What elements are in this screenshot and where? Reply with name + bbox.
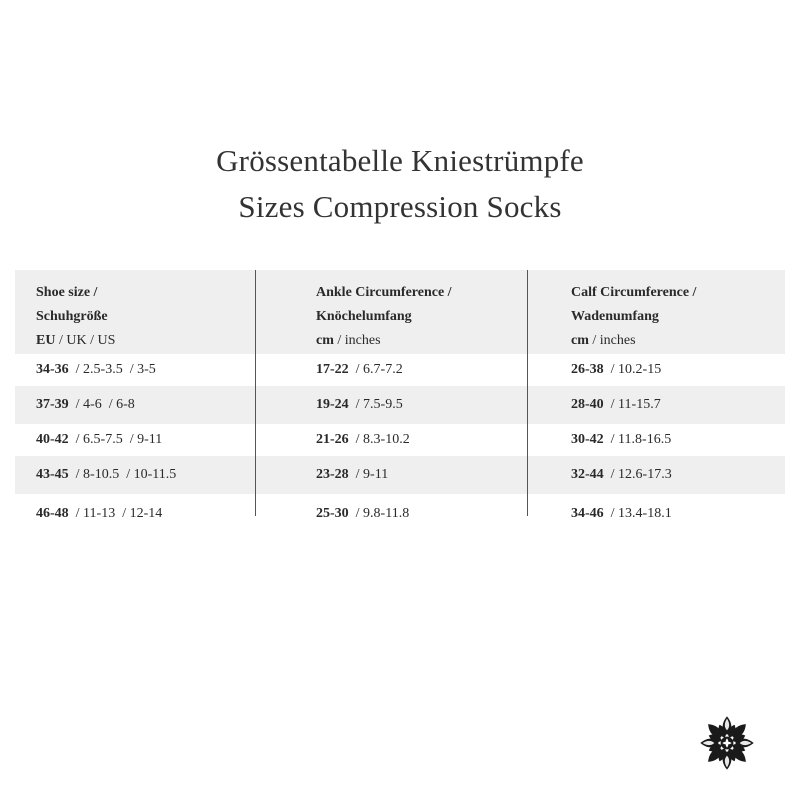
column-divider xyxy=(255,270,256,516)
header-label: Shoe size / xyxy=(36,285,98,300)
header-unit-rest: / UK / US xyxy=(55,333,116,348)
column-divider xyxy=(527,270,528,516)
table-header-row xyxy=(15,270,785,354)
table-cell: 34-46 / 13.4-18.1 xyxy=(571,506,672,521)
title-german: Grössentabelle Kniestrümpfe xyxy=(216,143,584,178)
size-table xyxy=(15,270,785,520)
title-english: Sizes Compression Socks xyxy=(238,189,562,224)
table-row xyxy=(15,494,785,520)
table-cell: 23-28 / 9-11 xyxy=(316,467,389,482)
table-cell: 40-42 / 6.5-7.5 / 9-11 xyxy=(36,432,163,447)
header-label: Calf Circumference / xyxy=(571,285,697,300)
table-cell: 43-45 / 8-10.5 / 10-11.5 xyxy=(36,467,177,482)
header-unit-bold: EU xyxy=(36,333,56,348)
page-title xyxy=(0,138,800,230)
table-cell: 34-36 / 2.5-3.5 / 3-5 xyxy=(36,362,156,377)
header-unit-bold: cm xyxy=(316,333,334,348)
table-row xyxy=(15,456,785,494)
header-label: Ankle Circumference / xyxy=(316,285,452,300)
header-unit-rest: / inches xyxy=(588,333,636,348)
table-cell: 32-44 / 12.6-17.3 xyxy=(571,467,672,482)
mandala-flower-icon xyxy=(698,714,756,772)
header-label: Wadenumfang xyxy=(571,309,659,324)
table-row xyxy=(15,386,785,424)
header-ankle-circumference xyxy=(316,281,452,353)
table-cell: 26-38 / 10.2-15 xyxy=(571,362,662,377)
header-calf-circumference xyxy=(571,281,696,353)
table-cell: 17-22 / 6.7-7.2 xyxy=(316,362,403,377)
table-row xyxy=(15,424,785,456)
table-cell: 21-26 / 8.3-10.2 xyxy=(316,432,410,447)
header-unit-bold: cm xyxy=(571,333,589,348)
table-cell: 19-24 / 7.5-9.5 xyxy=(316,397,403,412)
table-cell: 46-48 / 11-13 / 12-14 xyxy=(36,506,163,521)
table-cell: 25-30 / 9.8-11.8 xyxy=(316,506,410,521)
table-cell: 28-40 / 11-15.7 xyxy=(571,397,661,412)
header-shoe-size xyxy=(36,281,115,353)
table-row xyxy=(15,354,785,386)
header-label: Schuhgröße xyxy=(36,309,108,324)
header-label: Knöchelumfang xyxy=(316,309,412,324)
table-cell: 30-42 / 11.8-16.5 xyxy=(571,432,672,447)
header-unit-rest: / inches xyxy=(333,333,381,348)
table-cell: 37-39 / 4-6 / 6-8 xyxy=(36,397,135,412)
